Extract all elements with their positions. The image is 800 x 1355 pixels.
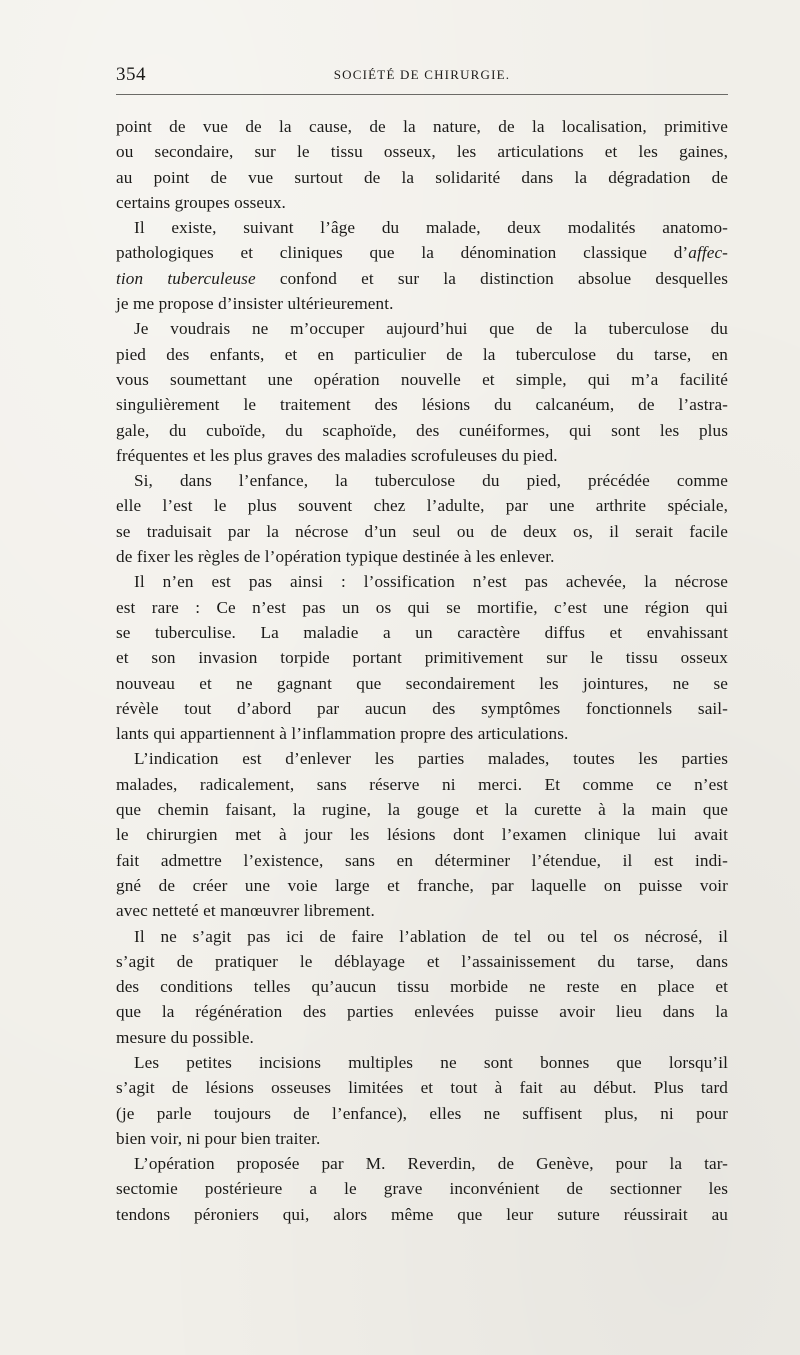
text-line — [116, 696, 728, 721]
text-line — [116, 949, 728, 974]
line-text: est rare : Ce n’est pas un os qui se mortifie, c’est une région qui — [116, 597, 728, 617]
line-text: singulièrement le traitement des lésions du calcanéum, de l’astra- — [116, 395, 728, 415]
text-line — [116, 493, 728, 518]
line-text: de fixer les règles de l’opération typique destinée à les enlever. — [116, 547, 555, 567]
line-text: ou secondaire, sur le tissu osseux, les articulations et les gaines, — [116, 142, 728, 162]
line-text: au point de vue surtout de la solidarité dans la dégradation de — [116, 167, 728, 187]
text-line — [116, 443, 728, 468]
text-line — [116, 418, 728, 443]
text-line — [116, 1101, 728, 1126]
line-text: le chirurgien met à jour les lésions dont l’examen clinique lui avait — [116, 825, 728, 845]
line-text: certains groupes osseux. — [116, 192, 286, 212]
line-text: s’agit de lésions osseuses limitées et tout à fait au début. Plus tard — [116, 1078, 728, 1098]
text-line — [116, 1176, 728, 1201]
text-line — [116, 569, 728, 594]
line-text: bien voir, ni pour bien traiter. — [116, 1128, 321, 1148]
text-line — [116, 873, 728, 898]
text-line — [116, 746, 728, 771]
text-line — [116, 266, 728, 291]
body-text — [116, 114, 728, 1227]
line-text: Les petites incisions multiples ne sont bonnes que lorsqu’il — [134, 1052, 728, 1072]
running-head — [116, 64, 728, 88]
text-line — [116, 772, 728, 797]
line-text: malades, radicalement, sans réserve ni merci. Et comme ce n’est — [116, 774, 728, 794]
running-title: SOCIÉTÉ DE CHIRURGIE. — [333, 67, 511, 82]
text-line — [116, 114, 728, 139]
line-text: Il ne s’agit pas ici de faire l’ablation de tel ou tel os nécrosé, il — [134, 926, 728, 946]
text-line — [116, 190, 728, 215]
line-text: point de vue de la cause, de la nature, de la localisation, primitive — [116, 117, 728, 136]
line-text: se traduisait par la nécrose d’un seul ou de deux os, il serait facile — [116, 521, 728, 541]
text-line — [116, 1025, 728, 1050]
line-text: que chemin faisant, la rugine, la gouge et la curette à la main que — [116, 800, 728, 820]
text-line — [116, 595, 728, 620]
line-text: L’opération proposée par M. Reverdin, de Genève, pour la tar- — [134, 1154, 728, 1174]
text-line — [116, 898, 728, 923]
line-text: fait admettre l’existence, sans en déterminer l’étendue, il est indi- — [116, 850, 728, 870]
text-line — [116, 1126, 728, 1151]
text-line — [116, 974, 728, 999]
text-line — [116, 342, 728, 367]
text-line — [116, 291, 728, 316]
line-text: et son invasion torpide portant primitivement sur le tissu osseux — [116, 648, 728, 668]
line-text: vous soumettant une opération nouvelle et simple, qui m’a facilité — [116, 369, 728, 389]
text-line — [116, 999, 728, 1024]
text-line — [116, 1050, 728, 1075]
line-text: que la régénération des parties enlevées puisse avoir lieu dans la — [116, 1002, 728, 1022]
header-rule — [116, 94, 728, 95]
page-number: 354 — [116, 64, 146, 85]
text-line — [116, 519, 728, 544]
text-line — [116, 721, 728, 746]
text-line — [116, 645, 728, 670]
line-text: Si, dans l’enfance, la tuberculose du pied, précédée comme — [134, 471, 728, 491]
text-line — [116, 165, 728, 190]
line-text: se tuberculise. La maladie a un caractère diffus et envahissant — [116, 622, 728, 642]
line-text: révèle tout d’abord par aucun des symptômes fonctionnels sail- — [116, 698, 728, 718]
line-text: gale, du cuboïde, du scaphoïde, des cunéiformes, qui sont les plus — [116, 420, 728, 440]
italic-text: tion tuberculeuse — [116, 268, 256, 288]
line-text: Il n’en est pas ainsi : l’ossification n’est pas achevée, la nécrose — [134, 572, 728, 592]
line-text: tendons péroniers qui, alors même que leur suture réussirait au — [116, 1204, 728, 1224]
text-line — [116, 139, 728, 164]
italic-text: affec- — [688, 243, 728, 263]
text-line — [116, 848, 728, 873]
text-line — [116, 316, 728, 341]
line-text: (je parle toujours de l’enfance), elles ne suffisent plus, ni pour — [116, 1103, 728, 1123]
line-text: avec netteté et manœuvrer librement. — [116, 901, 375, 921]
line-text: sectomie postérieure a le grave inconvénient de sectionner les — [116, 1179, 728, 1199]
line-text: je me propose d’insister ultérieurement. — [116, 294, 394, 314]
text-line — [116, 215, 728, 240]
line-text: elle l’est le plus souvent chez l’adulte, par une arthrite spéciale, — [116, 496, 728, 516]
line-text: pied des enfants, et en particulier de la tuberculose du tarse, en — [116, 344, 728, 364]
text-line — [116, 468, 728, 493]
line-text: mesure du possible. — [116, 1027, 254, 1047]
line-text: Il existe, suivant l’âge du malade, deux modalités anatomo- — [134, 218, 728, 238]
text-line — [116, 620, 728, 645]
line-text: lants qui appartiennent à l’inflammation propre des articulations. — [116, 724, 569, 744]
text-line — [116, 822, 728, 847]
line-text: gné de créer une voie large et franche, par laquelle on puisse voir — [116, 875, 728, 895]
text-line — [116, 240, 728, 265]
line-text: des conditions telles qu’aucun tissu morbide ne reste en place et — [116, 977, 728, 997]
line-text: Je voudrais ne m’occuper aujourd’hui que de la tuberculose du — [134, 319, 728, 339]
line-text: fréquentes et les plus graves des maladies scrofuleuses du pied. — [116, 445, 558, 465]
text-line — [116, 1151, 728, 1176]
text-line — [116, 544, 728, 569]
text-line — [116, 392, 728, 417]
line-text: nouveau et ne gagnant que secondairement les jointures, ne se — [116, 673, 728, 693]
line-text: s’agit de pratiquer le déblayage et l’assainissement du tarse, dans — [116, 951, 728, 971]
text-line — [116, 1202, 728, 1227]
line-text: pathologiques et cliniques que la dénomination classique d’ — [116, 243, 689, 263]
text-line — [116, 367, 728, 392]
text-line — [116, 1075, 728, 1100]
line-text: L’indication est d’enlever les parties malades, toutes les parties — [134, 749, 728, 769]
text-line — [116, 924, 728, 949]
text-line — [116, 797, 728, 822]
text-line — [116, 671, 728, 696]
line-text: confond et sur la distinction absolue desquelles — [255, 268, 728, 288]
